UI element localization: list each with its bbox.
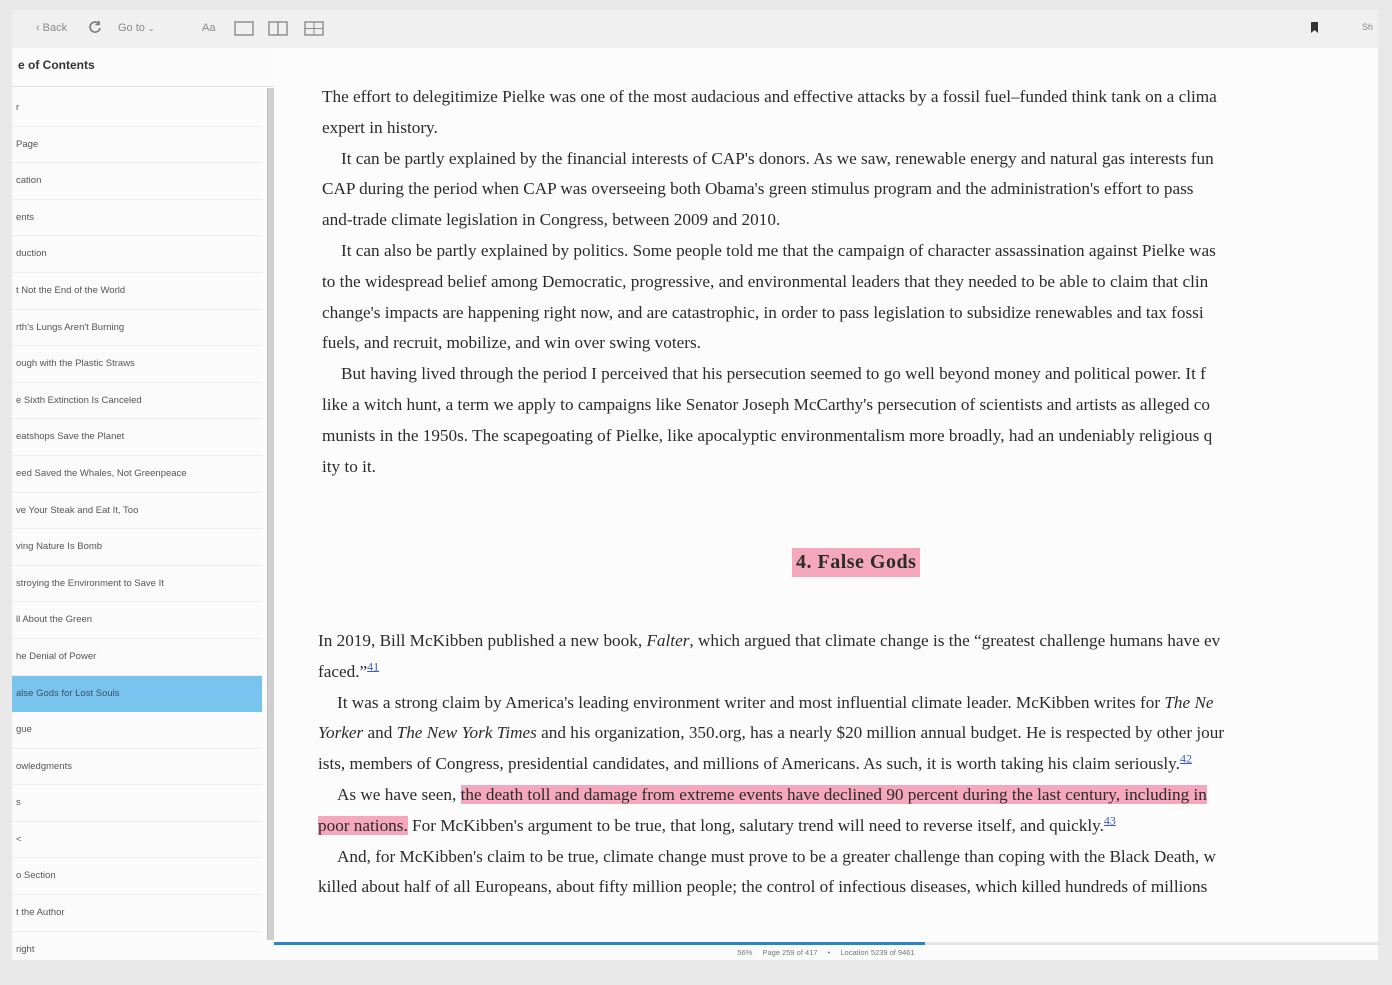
paragraph: The effort to delegitimize Pielke was one of the most audacious and effective attacks by a fossil fuel–funded think tank on a clima expert in history. xyxy=(322,87,1217,137)
toc-item[interactable] xyxy=(12,602,262,639)
table-of-contents-sidebar xyxy=(12,48,274,960)
share-button[interactable] xyxy=(1362,22,1373,32)
page-text-bottom xyxy=(318,626,1378,903)
toc-item[interactable] xyxy=(12,785,262,822)
toc-item[interactable] xyxy=(12,90,262,127)
toc-list xyxy=(12,90,262,960)
toc-item-label: r xyxy=(16,102,20,113)
toc-item-label: stroying the Environment to Save It xyxy=(16,577,164,589)
percent-read: 56% xyxy=(737,948,753,957)
sync-icon xyxy=(88,20,102,34)
toc-item[interactable] xyxy=(12,346,262,383)
back-button[interactable] xyxy=(36,22,67,34)
toc-item-label: ll About the Green xyxy=(16,614,93,626)
page-indicator: Page 259 of 417 xyxy=(762,948,818,957)
toc-item[interactable] xyxy=(12,932,262,960)
toc-item-label: rth's Lungs Aren't Burning xyxy=(16,321,125,333)
footnote-link[interactable]: 41 xyxy=(367,659,380,674)
separator: • xyxy=(827,948,831,957)
footnote-link[interactable]: 43 xyxy=(1103,813,1116,828)
toc-item[interactable] xyxy=(12,895,262,932)
toc-item[interactable] xyxy=(12,749,262,786)
toc-item-label: e Sixth Extinction Is Canceled xyxy=(16,394,142,406)
two-page-view-icon[interactable] xyxy=(268,21,288,36)
toc-title: e of Contents xyxy=(18,58,95,72)
toc-item-label: ough with the Plastic Straws xyxy=(16,358,135,370)
toc-item-label: s xyxy=(16,797,21,809)
toc-item-label: t Not the End of the World xyxy=(16,284,126,296)
page-text-top xyxy=(322,82,1378,482)
kindle-reader-window xyxy=(12,10,1378,960)
toc-item[interactable] xyxy=(12,236,262,273)
paragraph: But having lived through the period I perceived that his persecution seemed to go well beyond money and political power. It f like a witch hunt, a term we apply to campaigns like Senator Joseph McCarthy's persecution of scientists and artists as alleged co munists in the 1950s. The scapegoating of Pielke, like apocalyptic environmentalism more broadly, had an undeniably religious q ity to it. xyxy=(322,364,1213,476)
font-label: Aa xyxy=(202,22,216,34)
toc-item-label: duction xyxy=(16,248,47,260)
toc-item[interactable] xyxy=(12,529,262,566)
toc-item[interactable] xyxy=(12,712,262,749)
reading-pane xyxy=(274,48,1378,942)
grid-view-icon[interactable] xyxy=(304,21,324,36)
goto-menu[interactable] xyxy=(118,22,155,34)
paragraph: And, for McKibben's claim to be true, climate change must prove to be a greater challenge than coping with the Black Death, w killed about half of all Europeans, about fifty million people; the control of infectious diseases, which killed hundreds of millions xyxy=(318,846,1216,897)
toc-item[interactable] xyxy=(12,310,262,347)
toc-item[interactable] xyxy=(12,566,262,603)
toc-header xyxy=(12,48,280,87)
goto-label: Go to xyxy=(118,22,145,34)
toc-item-label: alse Gods for Lost Souls xyxy=(16,687,120,699)
toc-item-label: ents xyxy=(16,211,34,223)
toc-item-label: cation xyxy=(16,175,42,187)
book-title: Falter xyxy=(646,631,690,650)
toc-item[interactable] xyxy=(12,200,262,237)
toc-item[interactable] xyxy=(12,163,262,200)
paragraph: In 2019, Bill McKibben published a new book, Falter, which argued that climate change is the “greatest challenge humans have ev faced.”$^{41}$ xyxy=(318,631,1221,681)
paragraph: As we have seen, the death toll and damage from extreme events have declined 90 percent during the last century, including in poor nations. For McKibben's argument to be true, that long, salutary trend will need to reverse itself, and quickly.$^{43}$ xyxy=(318,784,1207,835)
toc-item-label: ve Your Steak and Eat It, Too xyxy=(16,504,139,516)
bookmark-icon[interactable] xyxy=(1310,21,1319,34)
status-bar xyxy=(274,945,1378,960)
toc-item[interactable] xyxy=(12,273,262,310)
toc-item[interactable] xyxy=(12,822,262,859)
paragraph: It can also be partly explained by politics. Some people told me that the campaign of character assassination against Pielke was to the widespread belief among Democratic, progressive, and environmental leaders that they needed to be able to claim that clin change's impacts are happening right now, and are catastrophic, in order to pass legislation to subsidize renewables and tax fossi fuels, and recruit, mobilize, and win over swing voters. xyxy=(322,240,1216,353)
chevron-down-icon: ⌄ xyxy=(147,23,155,33)
toc-item[interactable] xyxy=(12,639,262,676)
toc-item[interactable] xyxy=(12,493,262,530)
toc-item[interactable] xyxy=(12,383,262,420)
single-page-view-icon[interactable] xyxy=(234,21,254,36)
back-label: Back xyxy=(42,22,68,34)
toc-item-label: gue xyxy=(16,724,32,736)
share-label: Sh xyxy=(1362,22,1374,32)
toc-item-label: o Section xyxy=(16,870,56,882)
toc-item-label: Page xyxy=(16,138,39,150)
text-highlight[interactable]: the death toll and damage from extreme events have declined 90 percent during the last century, including in xyxy=(460,784,1207,804)
text-highlight[interactable]: poor nations. xyxy=(318,815,408,835)
toolbar xyxy=(12,10,1378,49)
toc-item-label: t the Author xyxy=(16,907,65,919)
chapter-heading: 4. False Gods xyxy=(792,548,920,577)
paragraph: It can be partly explained by the financial interests of CAP's donors. As we saw, renewable energy and natural gas interests fun CAP during the period when CAP was overseeing both Obama's green stimulus program and the administration's effort to pass and-trade climate legislation in Congress, between 2009 and 2010. xyxy=(322,148,1214,230)
footnote-link[interactable]: 42 xyxy=(1179,751,1192,766)
chevron-left-icon: ‹ xyxy=(36,22,40,34)
toc-item[interactable] xyxy=(12,858,262,895)
toc-item-label: owledgments xyxy=(16,760,72,772)
toc-item[interactable] xyxy=(12,456,262,493)
toc-item[interactable] xyxy=(12,676,262,713)
font-settings-button[interactable] xyxy=(202,22,215,34)
toc-item-label: right xyxy=(16,943,35,955)
toc-item[interactable] xyxy=(12,419,262,456)
toc-item-label: < xyxy=(16,833,22,845)
toc-item[interactable] xyxy=(12,127,262,164)
toc-item-label: eatshops Save the Planet xyxy=(16,431,125,443)
toc-item-label: he Denial of Power xyxy=(16,650,97,662)
toc-item-label: ving Nature Is Bomb xyxy=(16,541,103,553)
location-indicator: Location 5239 of 9461 xyxy=(840,948,915,957)
sync-button[interactable] xyxy=(88,20,102,34)
paragraph: It was a strong claim by America's leading environment writer and most influential climate leader. McKibben writes for The Ne Yorker and The New York Times and his organization, 350.org, has a nearly $20 million annual budget. He is respected by other jour ists, members of Congress, presidential candidates, and millions of Americans. As such, it is worth taking his claim seriously.$^{42}$ xyxy=(318,692,1225,774)
toc-item-label: eed Saved the Whales, Not Greenpeace xyxy=(16,467,187,479)
